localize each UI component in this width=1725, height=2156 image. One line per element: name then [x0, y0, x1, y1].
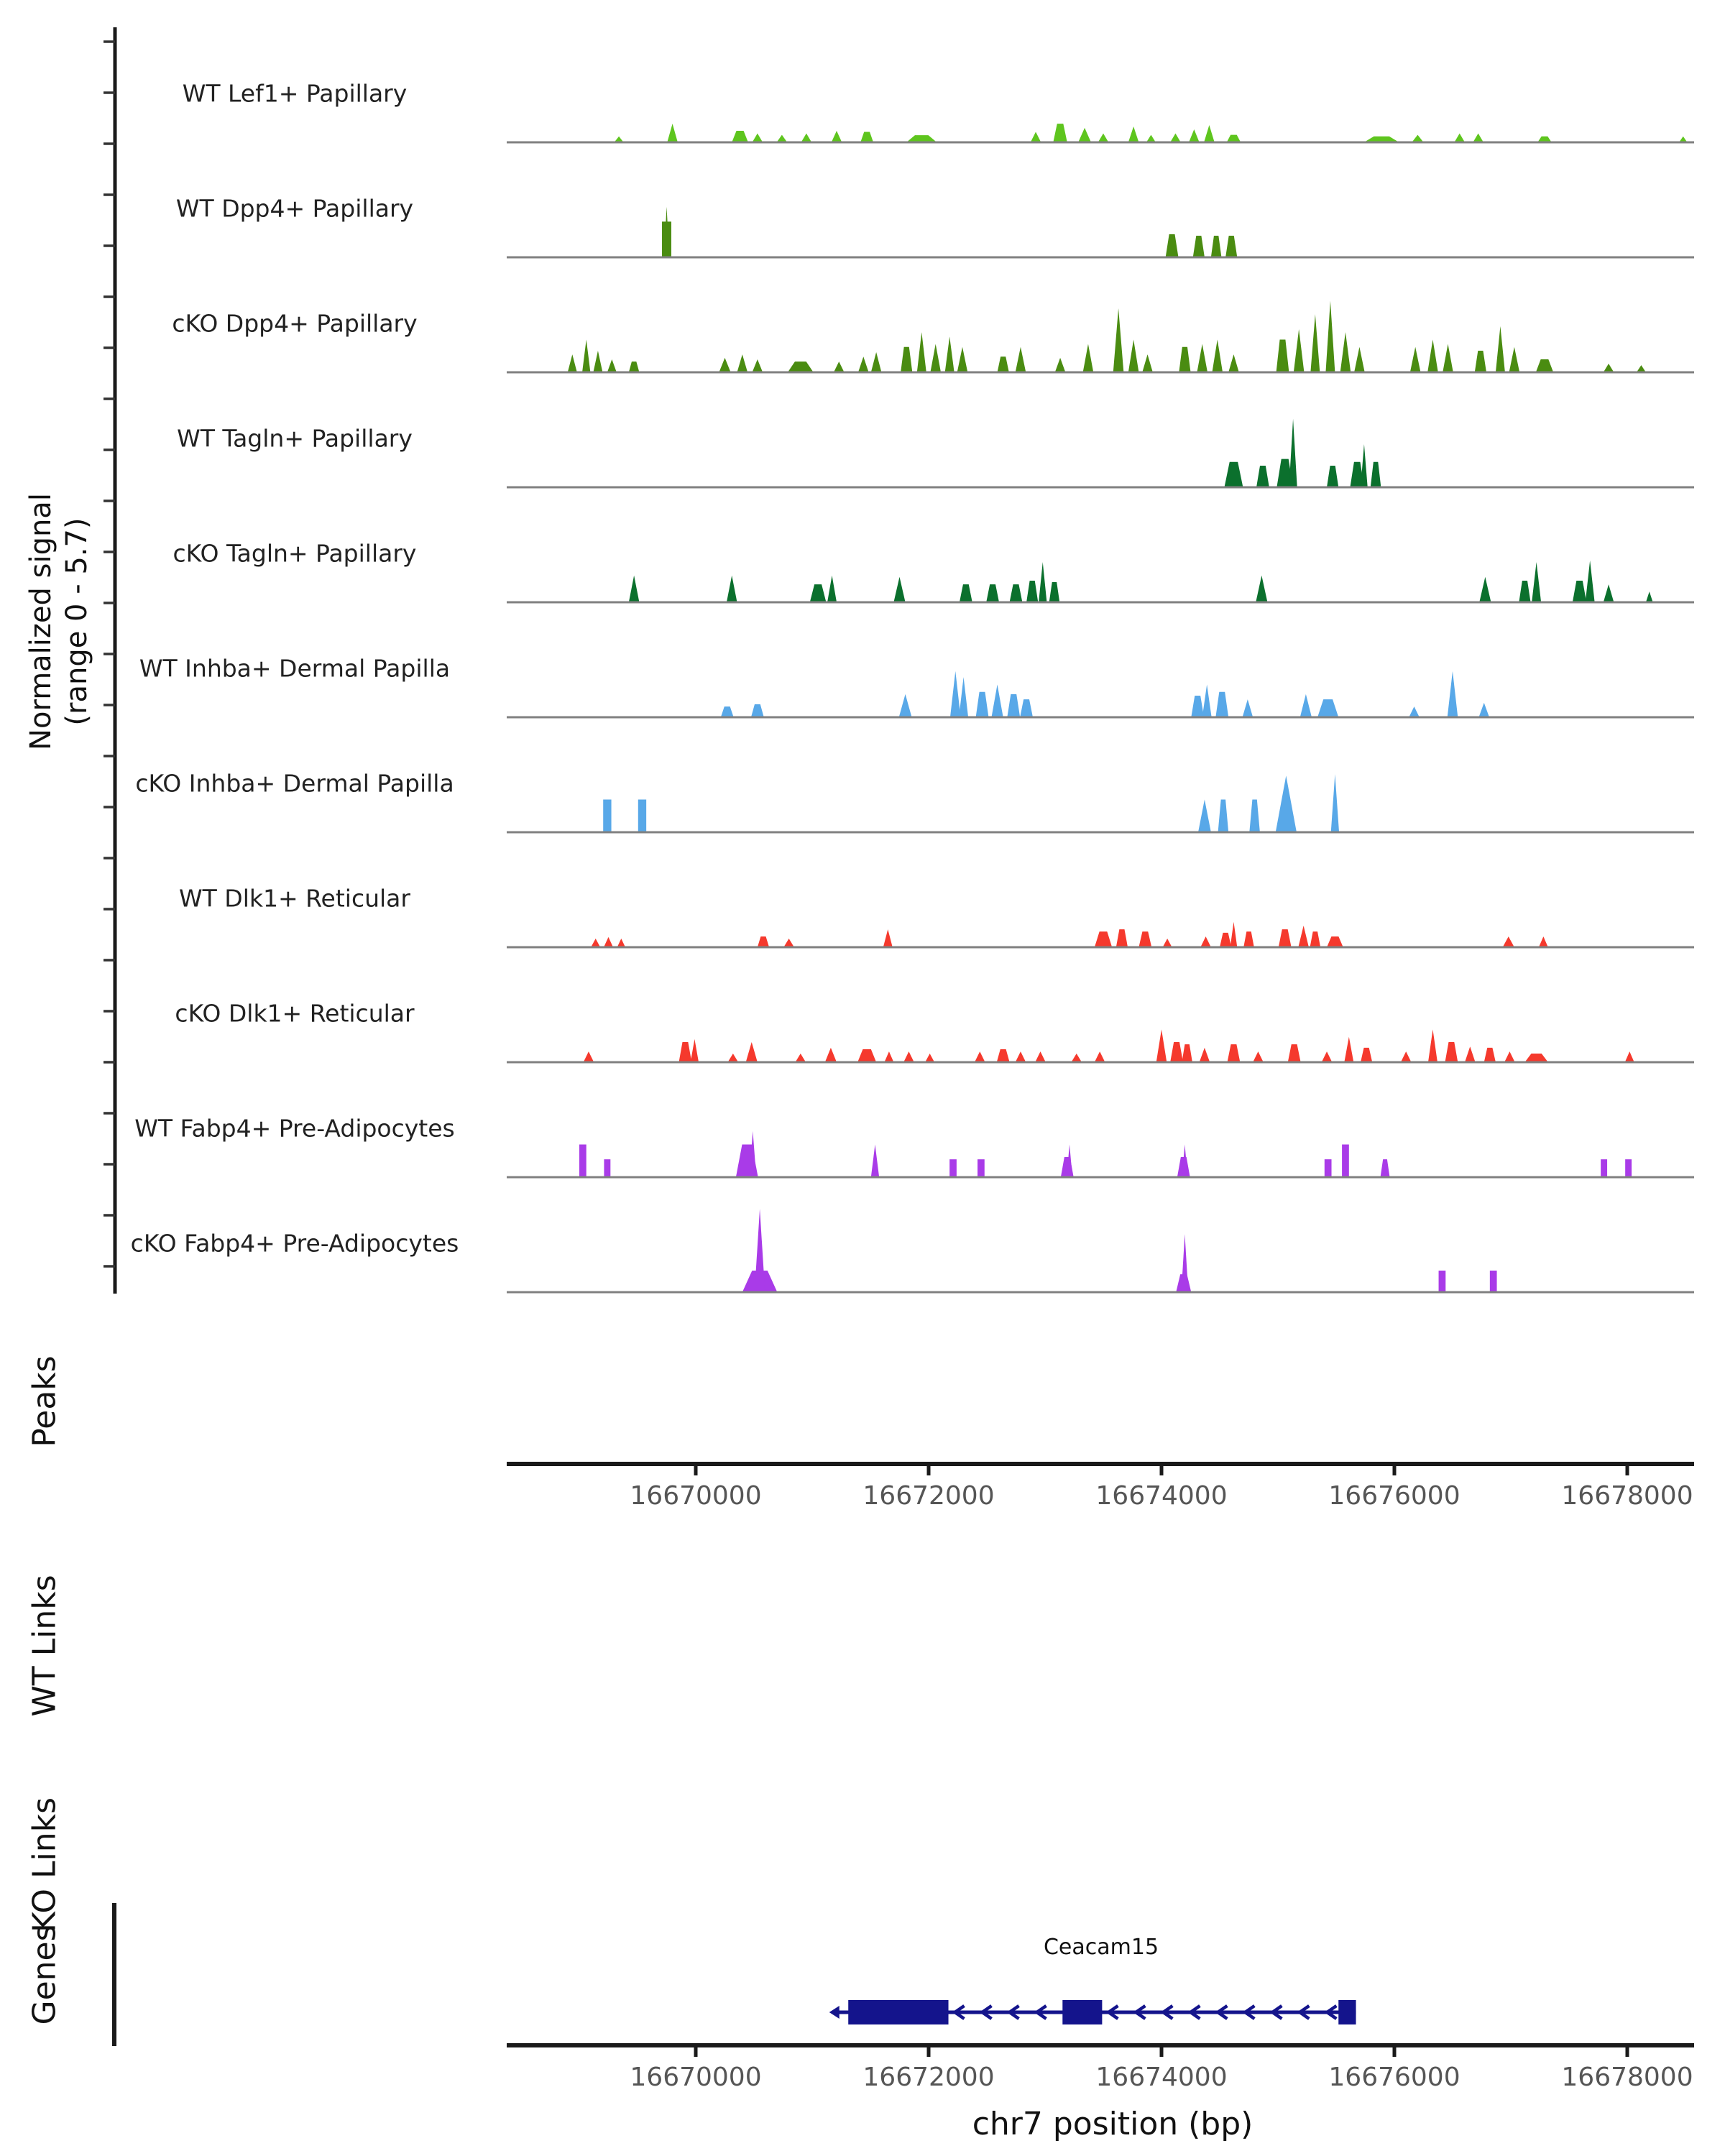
signal-peak	[1170, 134, 1181, 142]
signal-peak	[753, 359, 763, 372]
signal-peak	[801, 134, 812, 142]
signal-peak	[871, 1144, 879, 1177]
signal-peak	[1532, 562, 1541, 602]
signal-peak	[1071, 1054, 1082, 1062]
track-label: WT Dpp4+ Papillary	[175, 194, 414, 223]
x-axis-tick-label: 16678000	[1561, 2063, 1693, 2092]
signal-peak	[1116, 929, 1128, 947]
signal-peak	[1146, 135, 1156, 142]
x-axis-tick-label: 16678000	[1561, 1481, 1693, 1511]
signal-peak	[810, 584, 827, 602]
track-label: WT Dlk1+ Reticular	[179, 884, 410, 913]
signal-peak	[727, 576, 737, 602]
signal-peak	[1465, 1046, 1476, 1062]
signal-peak	[1625, 1159, 1632, 1177]
signal-peak	[986, 584, 999, 602]
gene-exon-box	[848, 2000, 948, 2024]
signal-peak	[925, 1054, 934, 1062]
signal-peak	[1276, 775, 1297, 832]
signal-peak	[1539, 936, 1548, 947]
signal-peak	[584, 1051, 594, 1062]
signal-peak	[728, 1054, 739, 1062]
signal-peak	[858, 356, 869, 372]
signal-peak	[737, 354, 748, 372]
signal-peak	[1230, 922, 1238, 947]
signal-peak	[1289, 419, 1297, 487]
x-axis-tick-label: 16676000	[1328, 1481, 1460, 1511]
signal-peak	[721, 706, 734, 717]
signal-peak	[945, 336, 954, 372]
signal-peak	[719, 358, 730, 372]
signal-peak	[1475, 351, 1486, 372]
signal-peak	[753, 134, 763, 142]
signal-peak	[783, 939, 794, 947]
signal-peak	[1484, 1048, 1496, 1062]
signal-peak	[1322, 1051, 1333, 1062]
signal-peak	[1310, 931, 1321, 947]
signal-peak	[1340, 332, 1351, 372]
signal-peak	[1325, 1159, 1332, 1177]
signal-peak	[638, 799, 646, 832]
signal-peak	[1228, 1044, 1241, 1062]
signal-peak	[1228, 354, 1239, 372]
signal-peak	[1381, 1159, 1390, 1177]
track-label: WT Fabp4+ Pre-Adipocytes	[134, 1114, 455, 1143]
signal-peak	[871, 352, 882, 372]
signal-peak	[1189, 129, 1200, 142]
signal-peak	[1016, 1051, 1026, 1062]
signal-peak	[893, 577, 905, 602]
signal-peak	[1473, 134, 1484, 142]
signal-peak	[1225, 236, 1237, 257]
signal-peak	[604, 937, 613, 947]
signal-peak	[1401, 1051, 1412, 1062]
track-label: cKO Fabp4+ Pre-Adipocytes	[130, 1229, 459, 1258]
signal-peak	[1211, 236, 1222, 257]
signal-peak	[1227, 135, 1241, 142]
signal-peak	[1007, 694, 1020, 717]
x-axis-tick-label: 16674000	[1095, 2063, 1228, 2092]
signal-peak	[1026, 581, 1038, 602]
signal-peak	[1496, 326, 1505, 372]
x-axis-tick-label: 16670000	[630, 2063, 762, 2092]
signal-peak	[1409, 706, 1420, 717]
signal-peak	[1020, 699, 1033, 717]
signal-peak	[1243, 699, 1254, 717]
signal-peak	[1198, 799, 1211, 832]
signal-peak	[1156, 1029, 1167, 1062]
signal-peak	[1354, 347, 1365, 372]
signal-peak	[1218, 799, 1229, 832]
signal-peak	[1256, 466, 1269, 487]
x-axis-tick-label: 16676000	[1328, 2063, 1460, 2092]
signal-peak	[1586, 561, 1595, 602]
signal-peak	[1142, 354, 1153, 372]
signal-peak	[832, 131, 842, 142]
signal-peak	[1573, 581, 1586, 602]
signal-peak	[1200, 1048, 1210, 1062]
signal-peak	[582, 339, 590, 372]
signal-peak	[568, 354, 577, 372]
signal-peak	[1166, 234, 1179, 257]
signal-peak	[579, 1144, 586, 1177]
signal-peak	[603, 799, 611, 832]
signal-peak	[1163, 939, 1172, 947]
track-label: cKO Tagln+ Papillary	[172, 539, 417, 568]
signal-peak	[607, 359, 617, 372]
signal-peak	[825, 1048, 837, 1062]
signal-peak	[1035, 1051, 1046, 1062]
signal-peak	[957, 347, 968, 372]
signal-peak	[1300, 694, 1312, 717]
signal-peak	[1182, 1234, 1189, 1292]
signal-peak	[1078, 128, 1091, 142]
signal-peak	[1095, 931, 1112, 947]
signal-peak	[1325, 301, 1335, 372]
signal-peak	[1294, 329, 1305, 372]
signal-peak	[1083, 344, 1094, 372]
signal-peak	[1601, 1159, 1607, 1177]
signal-peak	[1256, 576, 1267, 602]
signal-peak	[1031, 132, 1041, 142]
signal-peak	[691, 1039, 699, 1062]
signal-peak	[976, 692, 989, 717]
signal-peak	[884, 1051, 893, 1062]
signal-peak	[1317, 699, 1338, 717]
signal-peak	[1519, 581, 1530, 602]
signal-peak	[1182, 1044, 1192, 1062]
signal-peak	[997, 1049, 1010, 1062]
signal-peak	[796, 1054, 806, 1062]
signal-peak	[1170, 1042, 1183, 1062]
signal-peak	[1128, 126, 1139, 142]
signal-peak	[1243, 931, 1254, 947]
track-label: WT Tagln+ Papillary	[177, 424, 413, 453]
signal-peak	[1220, 933, 1231, 947]
track-label: cKO Inhba+ Dermal Papilla	[135, 769, 454, 798]
signal-peak	[1503, 936, 1514, 947]
signal-peak	[1249, 799, 1260, 832]
x-axis-tick-label: 16674000	[1095, 1481, 1228, 1511]
signal-peak	[1279, 929, 1292, 947]
signal-peak	[950, 671, 961, 717]
signal-peak	[1371, 462, 1381, 487]
section-label-genes: Genes	[26, 1925, 63, 2025]
signal-peak	[1428, 1029, 1438, 1062]
signal-peak	[1055, 358, 1066, 372]
signal-peak	[1224, 462, 1243, 487]
signal-peak	[998, 356, 1009, 372]
signal-peak	[1524, 1054, 1547, 1062]
signal-peak	[883, 929, 893, 947]
signal-peak	[1412, 135, 1423, 142]
signal-peak	[827, 576, 837, 602]
signal-peak	[1445, 1042, 1458, 1062]
signal-peak	[1479, 577, 1491, 602]
signal-peak	[751, 704, 764, 717]
signal-peak	[1039, 562, 1046, 602]
signal-peak	[959, 677, 968, 717]
gene-strand-arrowhead	[829, 2006, 840, 2019]
track-label: cKO Dlk1+ Reticular	[175, 999, 415, 1028]
signal-peak	[1490, 1271, 1497, 1292]
signal-peak	[1113, 308, 1124, 372]
signal-peak	[1448, 671, 1458, 717]
signal-peak	[1276, 339, 1289, 372]
signal-peak	[604, 1159, 610, 1177]
signal-peak	[1191, 696, 1204, 717]
y-axis-label-line2: (range 0 - 5.7)	[60, 517, 93, 726]
x-axis-tick-label: 16672000	[862, 2063, 995, 2092]
signal-peak	[1625, 1051, 1634, 1062]
signal-peak	[1410, 347, 1421, 372]
x-axis-title: chr7 position (bp)	[972, 2106, 1254, 2142]
signal-peak	[1646, 591, 1653, 602]
signal-peak	[629, 576, 640, 602]
signal-peak	[1443, 344, 1453, 372]
signal-peak	[1053, 124, 1067, 142]
signal-peak	[1298, 926, 1309, 947]
signal-peak	[1327, 466, 1338, 487]
signal-peak	[667, 124, 678, 142]
signal-peak	[777, 135, 788, 142]
signal-peak	[1193, 236, 1205, 257]
signal-peak	[1016, 347, 1026, 372]
signal-peak	[949, 1159, 957, 1177]
signal-peak	[1212, 339, 1223, 372]
signal-peak	[1604, 364, 1614, 372]
signal-peak	[903, 1051, 914, 1062]
signal-peak	[1344, 1037, 1353, 1062]
signal-peak	[1361, 444, 1368, 487]
signal-peak	[617, 939, 625, 947]
x-axis-tick-label: 16670000	[630, 1481, 762, 1511]
signal-peak	[1128, 339, 1139, 372]
y-axis-label	[23, 493, 95, 750]
signal-peak	[1215, 692, 1228, 717]
gene-exon-box	[1338, 2000, 1356, 2024]
signal-peak	[679, 1042, 692, 1062]
signal-peak	[1288, 1044, 1301, 1062]
signal-peak	[978, 1159, 985, 1177]
section-label-peaks: Peaks	[26, 1355, 63, 1447]
section-label-wt-links: WT Links	[26, 1575, 63, 1717]
signal-peak	[960, 584, 972, 602]
track-label: cKO Dpp4+ Papillary	[172, 309, 418, 338]
signal-peak	[629, 361, 640, 372]
signal-peak	[1361, 1048, 1372, 1062]
signal-peak	[899, 694, 912, 717]
signal-peak	[1138, 931, 1151, 947]
signal-peak	[1604, 584, 1614, 602]
signal-peak	[991, 684, 1003, 717]
signal-peak	[857, 1049, 876, 1062]
y-axis-label-line1: Normalized signal	[24, 493, 58, 750]
signal-peak	[1536, 359, 1553, 372]
signal-peak	[1049, 582, 1060, 602]
signal-peak	[1310, 314, 1320, 372]
signal-peak	[1179, 347, 1190, 372]
track-label: WT Lef1+ Papillary	[182, 79, 408, 108]
signal-peak	[1010, 584, 1023, 602]
signal-peak	[593, 351, 602, 372]
gene-name-label: Ceacam15	[1043, 1935, 1159, 1960]
signal-peak	[746, 1042, 758, 1062]
signal-peak	[1095, 1051, 1105, 1062]
signal-peak	[591, 939, 600, 947]
signal-peak	[1331, 774, 1339, 832]
signal-peak	[860, 132, 873, 142]
track-label: WT Inhba+ Dermal Papilla	[139, 654, 451, 683]
signal-peak	[1098, 134, 1109, 142]
signal-peak	[1197, 344, 1208, 372]
signal-peak	[1478, 703, 1489, 717]
signal-peak	[1327, 936, 1343, 947]
signal-peak	[1342, 1144, 1349, 1177]
section-label-ko-links: KO Links	[26, 1797, 63, 1933]
signal-peak	[834, 361, 845, 372]
signal-peak	[758, 936, 769, 947]
signal-peak	[975, 1051, 985, 1062]
signal-peak	[930, 344, 941, 372]
signal-peak	[732, 131, 748, 142]
signal-peak	[788, 361, 814, 372]
signal-peak	[1202, 684, 1212, 717]
signal-peak	[755, 1209, 765, 1292]
signal-peak	[1454, 134, 1465, 142]
signal-peak	[1439, 1271, 1446, 1292]
signal-peak	[1204, 125, 1215, 142]
gene-exon-box	[1062, 2000, 1102, 2024]
signal-peak	[1253, 1051, 1264, 1062]
signal-peak	[901, 347, 912, 372]
signal-peak	[1509, 347, 1520, 372]
x-axis-tick-label: 16672000	[862, 1481, 995, 1511]
signal-peak	[917, 332, 926, 372]
signal-peak	[1200, 936, 1211, 947]
signal-peak	[1504, 1051, 1515, 1062]
signal-peak	[1427, 339, 1438, 372]
